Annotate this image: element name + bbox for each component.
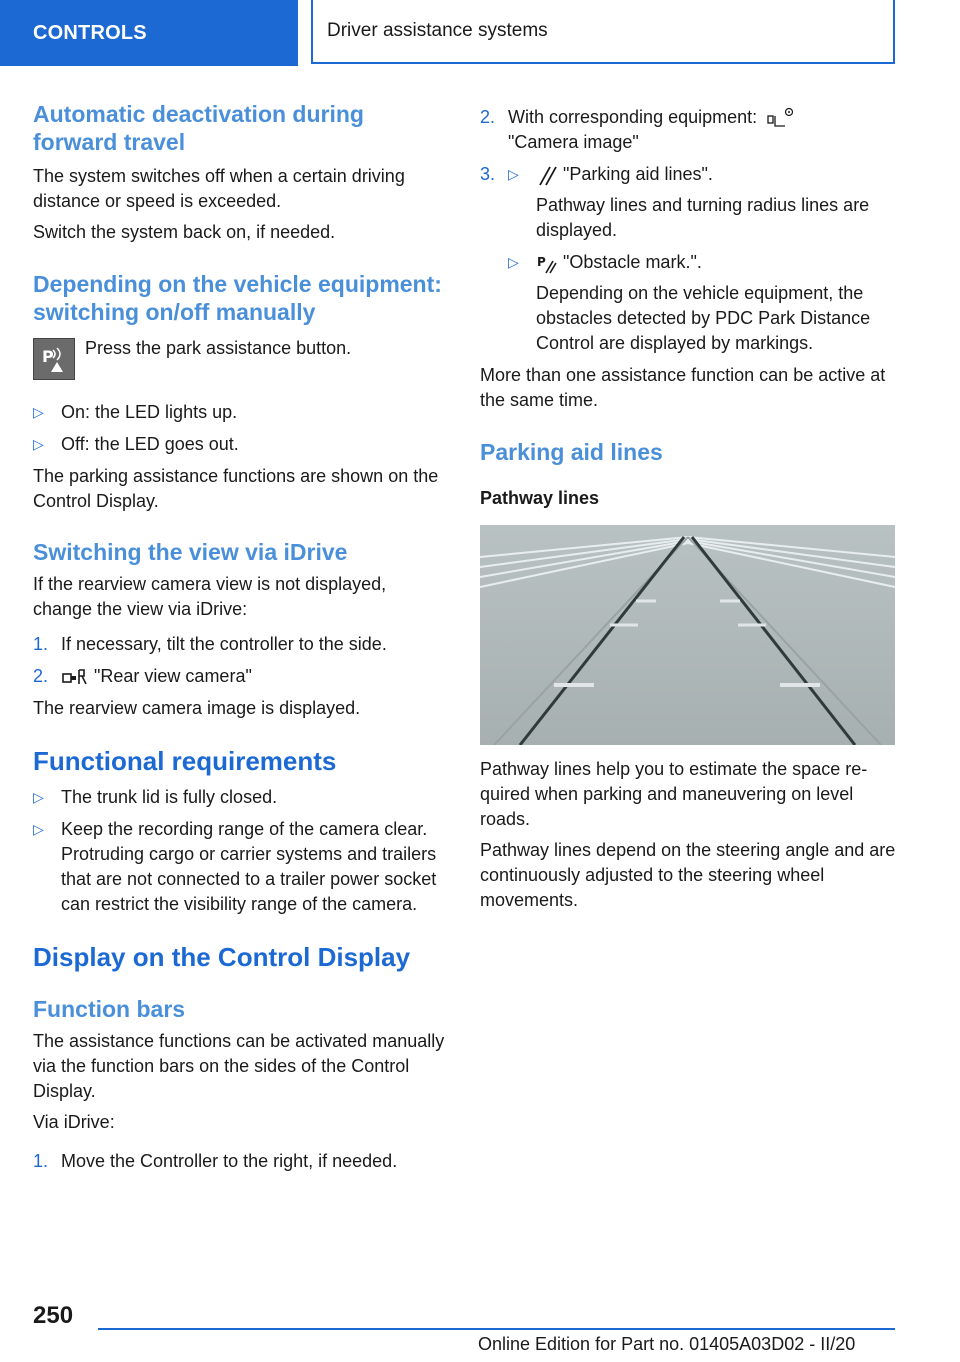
park-assist-button-icon	[33, 338, 75, 380]
triangle-bullet-icon: ▷	[508, 166, 519, 183]
svg-text:P: P	[537, 254, 546, 269]
paragraph: The system switches off when a certain driving distance or speed is exceeded.	[33, 166, 405, 211]
list-item	[33, 664, 448, 689]
sub-list-item	[508, 162, 896, 243]
edition-note: Online Edition for Part no. 01405A03D02 - II/20	[478, 1334, 856, 1354]
heading-pathway-lines: Pathway lines	[480, 488, 600, 509]
page-number: 250	[33, 1302, 74, 1329]
step-number: 3.	[480, 164, 496, 185]
paragraph: Pathway lines depend on the steering angle and are continuously adjusted to the steering wheel movements.	[480, 840, 896, 911]
list-item-text: "Obstacle mark.".	[563, 252, 702, 273]
left-column	[33, 100, 448, 1174]
list-item-text: If necessary, tilt the controller to the side.	[61, 634, 387, 654]
chapter-title: Driver assistance systems	[327, 20, 548, 41]
paragraph: More than one assistance function can be active at the same time.	[480, 365, 886, 411]
triangle-bullet-icon: ▷	[508, 254, 519, 271]
parking-aid-lines-icon	[536, 165, 558, 187]
section-tab	[0, 0, 298, 66]
heading-function-bars: Function bars	[33, 996, 186, 1022]
sub-list-item	[508, 250, 896, 356]
list-item-text: With corresponding equipment:	[508, 107, 758, 127]
list-item-text: Keep the recording range of the camera clear. Protruding cargo or carrier systems and trailers that are not connected to a trailer power socket can restrict the visibility range of the camera.	[61, 819, 437, 914]
heading-parking-aid-lines: Parking aid lines	[480, 439, 663, 466]
paragraph: Pathway lines help you to estimate the space required when parking and maneuvering on level roads.	[480, 759, 868, 830]
right-column	[480, 100, 896, 913]
list-item-text: Off: the LED goes out.	[61, 434, 239, 454]
triangle-bullet-icon: ▷	[33, 404, 44, 420]
heading-switch-view: Switching the view via iDrive	[33, 539, 348, 565]
heading-manual-switch: Depending on the vehicle equipment: switching on/off manually	[33, 271, 442, 325]
list-item	[33, 817, 448, 917]
step-number: 2.	[480, 107, 496, 127]
list-item	[480, 105, 896, 155]
triangle-bullet-icon: ▷	[33, 789, 44, 805]
press-button-row	[33, 338, 448, 380]
triangle-bullet-icon: ▷	[33, 821, 44, 837]
pathway-lines-illustration	[480, 525, 895, 745]
footer-divider	[98, 1328, 895, 1330]
paragraph: The rearview camera image is displayed.	[33, 698, 361, 718]
list-item	[33, 632, 448, 657]
list-item	[33, 1149, 448, 1174]
paragraph: Via iDrive:	[33, 1112, 115, 1132]
step-number: 1.	[33, 1151, 49, 1171]
paragraph: Depending on the vehicle equipment, the obstacles detected by PDC Park Distance Control are displayed by markings.	[536, 283, 871, 354]
section-title: CONTROLS	[33, 21, 147, 44]
list-item	[33, 785, 448, 810]
camera-image-icon	[762, 106, 796, 130]
list-item-text: Move the Controller to the right, if needed.	[61, 1151, 398, 1171]
chapter-header	[311, 0, 895, 64]
heading-functional-requirements: Functional requirements	[33, 746, 337, 776]
rear-view-camera-icon	[61, 666, 89, 688]
heading-control-display: Display on the Control Display	[33, 942, 411, 972]
paragraph: Switch the system back on, if needed.	[33, 222, 336, 242]
list-item	[33, 432, 448, 457]
step-number: 1.	[33, 634, 49, 654]
step-number: 2.	[33, 666, 49, 686]
list-item-text: "Parking aid lines".	[563, 164, 713, 185]
paragraph: The assistance functions can be activated manually via the function bars on the sides of the Control Display.	[33, 1031, 445, 1101]
press-text: Press the park assistance button.	[85, 338, 352, 358]
list-item-text: "Rear view camera"	[94, 666, 252, 686]
paragraph: Pathway lines and turning radius lines are displayed.	[536, 195, 870, 241]
list-item-text: "Camera image"	[508, 132, 639, 153]
paragraph: If the rearview camera view is not displayed, change the view via iDrive:	[33, 574, 387, 619]
heading-auto-deactivation: Automatic deactivation during forward travel	[33, 101, 364, 155]
svg-text:P: P	[42, 347, 54, 366]
paragraph: The parking assistance functions are shown on the Control Display.	[33, 466, 439, 511]
list-item-text: On: the LED lights up.	[61, 402, 238, 422]
list-item	[480, 162, 896, 356]
triangle-bullet-icon: ▷	[33, 436, 44, 452]
list-item-text: The trunk lid is fully closed.	[61, 787, 278, 807]
list-item	[33, 400, 448, 425]
obstacle-mark-icon	[536, 253, 558, 275]
